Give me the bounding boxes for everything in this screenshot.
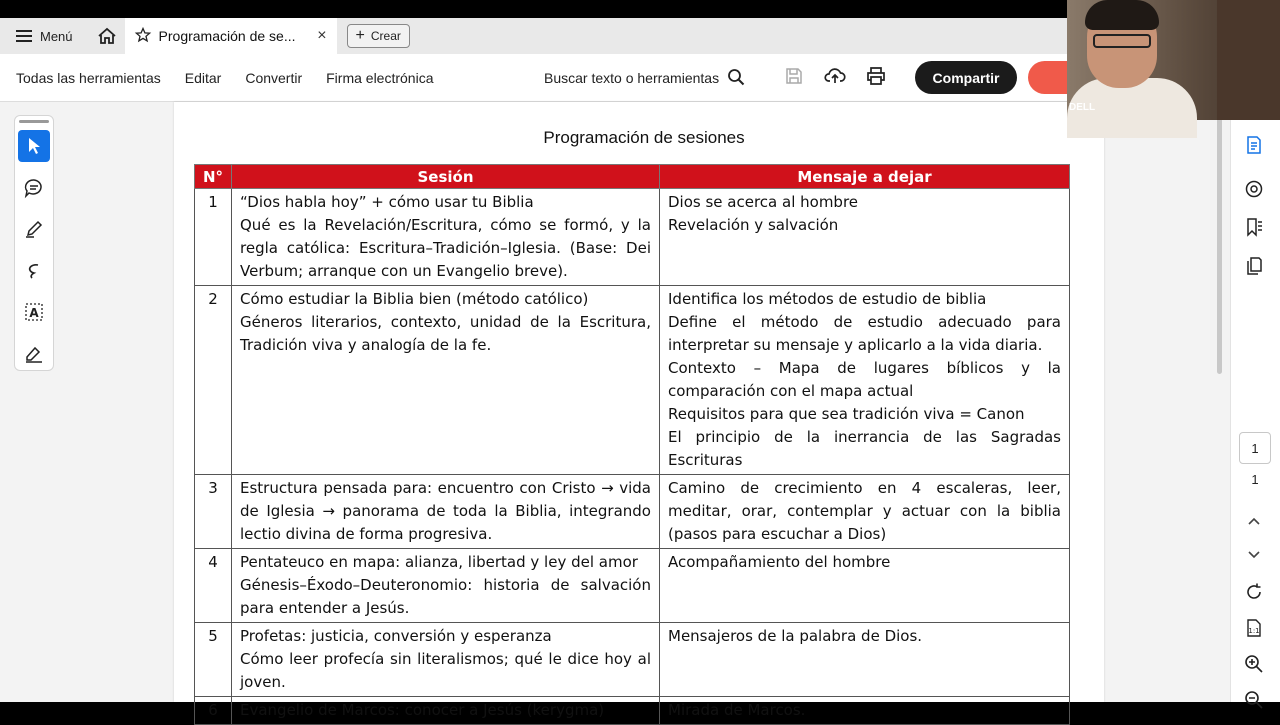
- drag-handle[interactable]: [19, 120, 49, 123]
- lasso-icon: [24, 260, 44, 280]
- table-row: [195, 286, 1070, 475]
- session-line: Profetas: justicia, conversión y esperanza: [240, 627, 552, 645]
- menu-button[interactable]: [0, 18, 89, 54]
- toolbar-icons: [784, 54, 886, 102]
- tab-title: Programación de se...: [158, 28, 296, 44]
- page-number-input[interactable]: 1: [1239, 432, 1271, 464]
- session-line: Pentateuco en mapa: alianza, libertad y ley del amor: [240, 553, 638, 571]
- table-row: [195, 189, 1070, 286]
- upload-cloud-icon[interactable]: [824, 66, 846, 91]
- comment-icon: [24, 178, 44, 198]
- message-line: Mensajeros de la palabra de Dios.: [668, 627, 923, 645]
- session-line: Géneros literarios, contexto, unidad de la Escritura, Tradición viva y analogía de la fe.: [240, 313, 651, 354]
- webcam-person-hair: [1085, 0, 1159, 30]
- message-line: Mirada de Marcos.: [668, 701, 806, 719]
- webcam-shelf: [1217, 0, 1280, 120]
- session-line: “Dios habla hoy” + cómo usar tu Biblia: [240, 193, 534, 211]
- session-line: Estructura pensada para: encuentro con Cristo → vida de Iglesia → panorama de toda la Biblia, integrando lectio divina de forma progresiva.: [240, 479, 651, 543]
- document-title: Programación de sesiones: [543, 128, 745, 147]
- header-number: N°: [195, 165, 232, 189]
- session-number: 2: [195, 286, 232, 475]
- table-row: [195, 623, 1070, 697]
- vertical-scrollbar[interactable]: [1217, 118, 1222, 374]
- message-line: El principio de la inerrancia de las Sagradas Escrituras: [668, 428, 1061, 469]
- search-icon: [727, 68, 745, 89]
- draw-tool[interactable]: [18, 254, 50, 286]
- message-line: Requisitos para que sea tradición viva = Canon: [668, 405, 1025, 423]
- home-icon[interactable]: [89, 18, 125, 54]
- table-row: [195, 549, 1070, 623]
- toolbar-e-signature[interactable]: Firma electrónica: [326, 69, 434, 86]
- message-cell: [660, 549, 1070, 623]
- star-icon[interactable]: [135, 27, 151, 46]
- svg-text:1:1: 1:1: [1248, 627, 1260, 635]
- session-line: Cómo leer profecía sin literalismos; qué le dice hoy al joven.: [240, 650, 651, 691]
- pen-icon: [24, 219, 44, 239]
- session-line: Génesis–Éxodo–Deuteronomio: historia de salvación para entender a Jesús.: [240, 576, 651, 617]
- chevron-up-icon[interactable]: [1243, 510, 1265, 532]
- document-page: [174, 102, 1104, 719]
- session-cell: [232, 286, 660, 475]
- webcam-person-glasses: [1093, 34, 1151, 48]
- session-cell: [232, 623, 660, 697]
- toolbar-edit[interactable]: Editar: [184, 69, 222, 86]
- message-line: Contexto – Mapa de lugares bíblicos y la comparación con el mapa actual: [668, 359, 1061, 400]
- close-tab-icon[interactable]: ×: [317, 27, 327, 44]
- message-cell: [660, 189, 1070, 286]
- print-icon[interactable]: [866, 66, 886, 91]
- search-label: Buscar texto o herramientas: [544, 70, 720, 86]
- hamburger-icon: [16, 30, 32, 42]
- table-row: [195, 697, 1070, 725]
- message-line: Revelación y salvación: [668, 216, 839, 234]
- sign-tool[interactable]: [18, 337, 50, 369]
- message-cell: [660, 286, 1070, 475]
- message-line: Identifica los métodos de estudio de biblia: [668, 290, 987, 308]
- session-number: 4: [195, 549, 232, 623]
- message-line: Camino de crecimiento en 4 escaleras, leer, meditar, orar, contemplar y actuar con la biblia (pasos para escuchar a Dios): [668, 479, 1061, 543]
- session-cell: [232, 189, 660, 286]
- search-tools[interactable]: [544, 54, 745, 102]
- message-line: Define el método de estudio adecuado para interpretar su mensaje y aplicarlo a la vida diaria.: [668, 313, 1061, 354]
- highlight-tool[interactable]: [18, 213, 50, 245]
- session-line: Evangelio de Marcos: conocer a Jesús (kerygma): [240, 701, 605, 719]
- session-number: 6: [195, 697, 232, 725]
- toolbar-all-tools[interactable]: Todas las herramientas: [16, 69, 161, 86]
- refresh-icon[interactable]: [1243, 581, 1265, 603]
- webcam-brand-label: DELL: [1069, 102, 1096, 113]
- session-number: 3: [195, 475, 232, 549]
- zoom-out-icon[interactable]: [1243, 689, 1265, 711]
- page-total: 1: [1251, 472, 1259, 487]
- edit-pdf-icon[interactable]: [1243, 134, 1265, 156]
- cursor-icon: [26, 137, 42, 155]
- message-cell: [660, 697, 1070, 725]
- session-cell: [232, 475, 660, 549]
- session-cell: [232, 697, 660, 725]
- text-box-icon: [24, 302, 44, 322]
- select-tool[interactable]: [18, 130, 50, 162]
- header-message: Mensaje a dejar: [660, 165, 1070, 189]
- sessions-table: [194, 164, 1070, 725]
- message-cell: [660, 475, 1070, 549]
- session-number: 5: [195, 623, 232, 697]
- document-tab[interactable]: [125, 18, 337, 54]
- comment-tool[interactable]: [18, 172, 50, 204]
- plus-icon: +: [355, 27, 365, 44]
- session-line: Qué es la Revelación/Escritura, cómo se formó, y la regla católica: Escritura–Tradición–Iglesia. (Base: Dei Verbum; arranque con un Evangelio breve).: [240, 216, 651, 280]
- svg-text:A: A: [29, 306, 39, 320]
- message-cell: [660, 623, 1070, 697]
- pages-icon[interactable]: [1243, 255, 1265, 277]
- zoom-in-icon[interactable]: [1243, 653, 1265, 675]
- session-number: 1: [195, 189, 232, 286]
- bookmark-icon[interactable]: [1243, 216, 1265, 238]
- ai-chat-icon[interactable]: [1243, 178, 1265, 200]
- chevron-down-icon[interactable]: [1243, 544, 1265, 566]
- save-icon[interactable]: [784, 66, 804, 91]
- share-button[interactable]: Compartir: [915, 61, 1017, 94]
- message-line: Acompañamiento del hombre: [668, 553, 891, 571]
- create-label: Crear: [370, 29, 401, 43]
- webcam-overlay: [1067, 0, 1280, 120]
- toolbar-convert[interactable]: Convertir: [245, 69, 303, 86]
- signature-icon: [24, 343, 44, 363]
- session-cell: [232, 549, 660, 623]
- create-button[interactable]: [347, 24, 410, 48]
- table-header-row: [195, 165, 1070, 189]
- text-tool[interactable]: [18, 296, 50, 328]
- left-tool-rail: [14, 115, 54, 371]
- header-session: Sesión: [232, 165, 660, 189]
- right-rail: [1230, 102, 1280, 702]
- session-line: Cómo estudiar la Biblia bien (método católico): [240, 290, 589, 308]
- table-row: [195, 475, 1070, 549]
- menu-label: Menú: [40, 28, 73, 44]
- message-line: Dios se acerca al hombre: [668, 193, 859, 211]
- actual-size-icon[interactable]: [1243, 617, 1265, 639]
